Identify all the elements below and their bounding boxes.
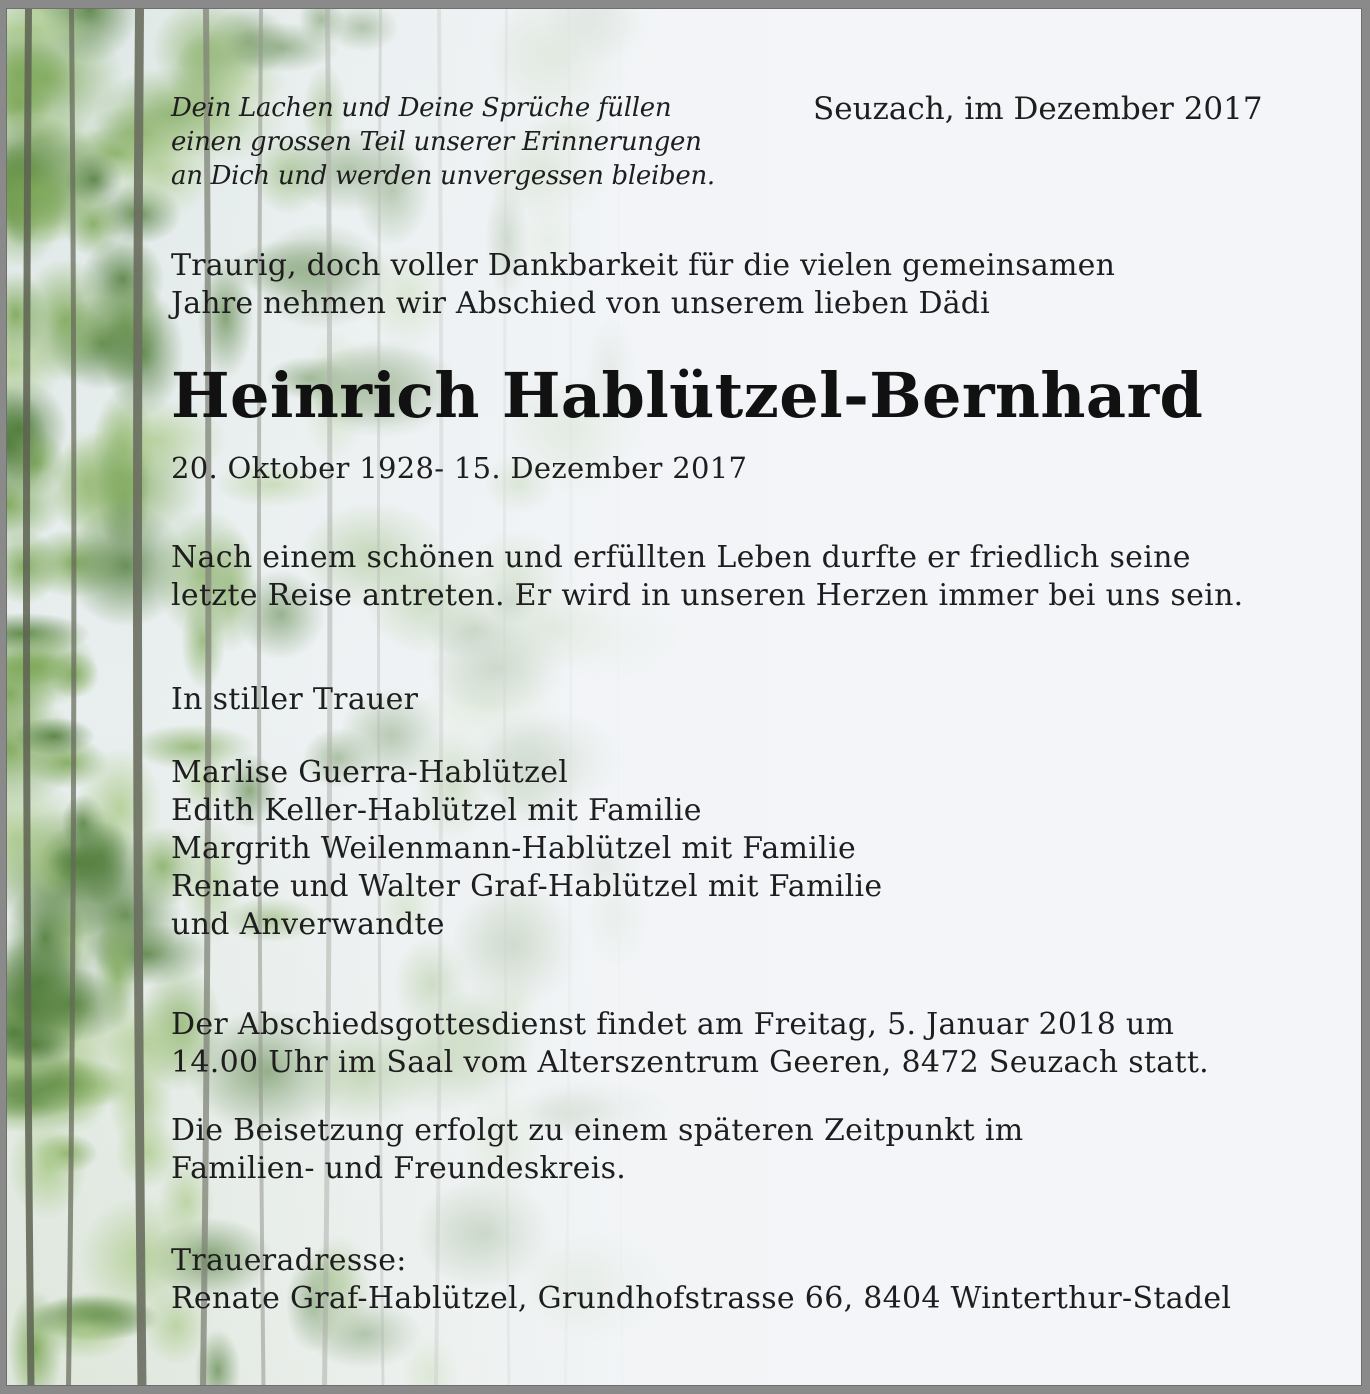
motto-line-3: an Dich und werden unvergessen bleiben. <box>171 161 715 191</box>
mourning-heading: In stiller Trauer <box>171 682 419 717</box>
service-line-1: Der Abschiedsgottesdienst findet am Freitag, 5. Januar 2018 um <box>171 1007 1175 1042</box>
intro-line-2: Jahre nehmen wir Abschied von unserem lieben Dädi <box>171 286 990 321</box>
burial-line-2: Familien- und Freundeskreis. <box>171 1151 627 1186</box>
mourner-3: Margrith Weilenmann-Hablützel mit Familie <box>171 831 857 866</box>
mourner-5: und Anverwandte <box>171 907 445 942</box>
message-line-1: Nach einem schönen und erfüllten Leben durfte er friedlich seine <box>171 540 1191 575</box>
address-heading: Traueradresse: <box>171 1243 407 1278</box>
place-and-date: Seuzach, im Dezember 2017 <box>813 91 1263 127</box>
burial-line-1: Die Beisetzung erfolgt zu einem späteren Zeitpunkt im <box>171 1113 1024 1148</box>
motto-line-2: einen grossen Teil unserer Erinnerungen <box>171 127 702 157</box>
deceased-name: Heinrich Hablützel-Bernhard <box>171 359 1204 432</box>
service-line-2: 14.00 Uhr im Saal vom Alterszentrum Geeren, 8472 Seuzach statt. <box>171 1045 1210 1080</box>
motto-line-1: Dein Lachen und Deine Sprüche füllen <box>171 93 672 123</box>
mourner-4: Renate und Walter Graf-Hablützel mit Familie <box>171 869 883 904</box>
mourner-2: Edith Keller-Hablützel mit Familie <box>171 793 702 828</box>
message-line-2: letzte Reise antreten. Er wird in unseren Herzen immer bei uns sein. <box>171 578 1244 613</box>
mourner-1: Marlise Guerra-Hablützel <box>171 755 569 790</box>
life-dates: 20. Oktober 1928- 15. Dezember 2017 <box>171 451 748 485</box>
obituary-notice <box>6 8 1362 1386</box>
intro-line-1: Traurig, doch voller Dankbarkeit für die vielen gemeinsamen <box>171 248 1116 283</box>
mourning-address: Renate Graf-Hablützel, Grundhofstrasse 66, 8404 Winterthur-Stadel <box>171 1281 1232 1316</box>
